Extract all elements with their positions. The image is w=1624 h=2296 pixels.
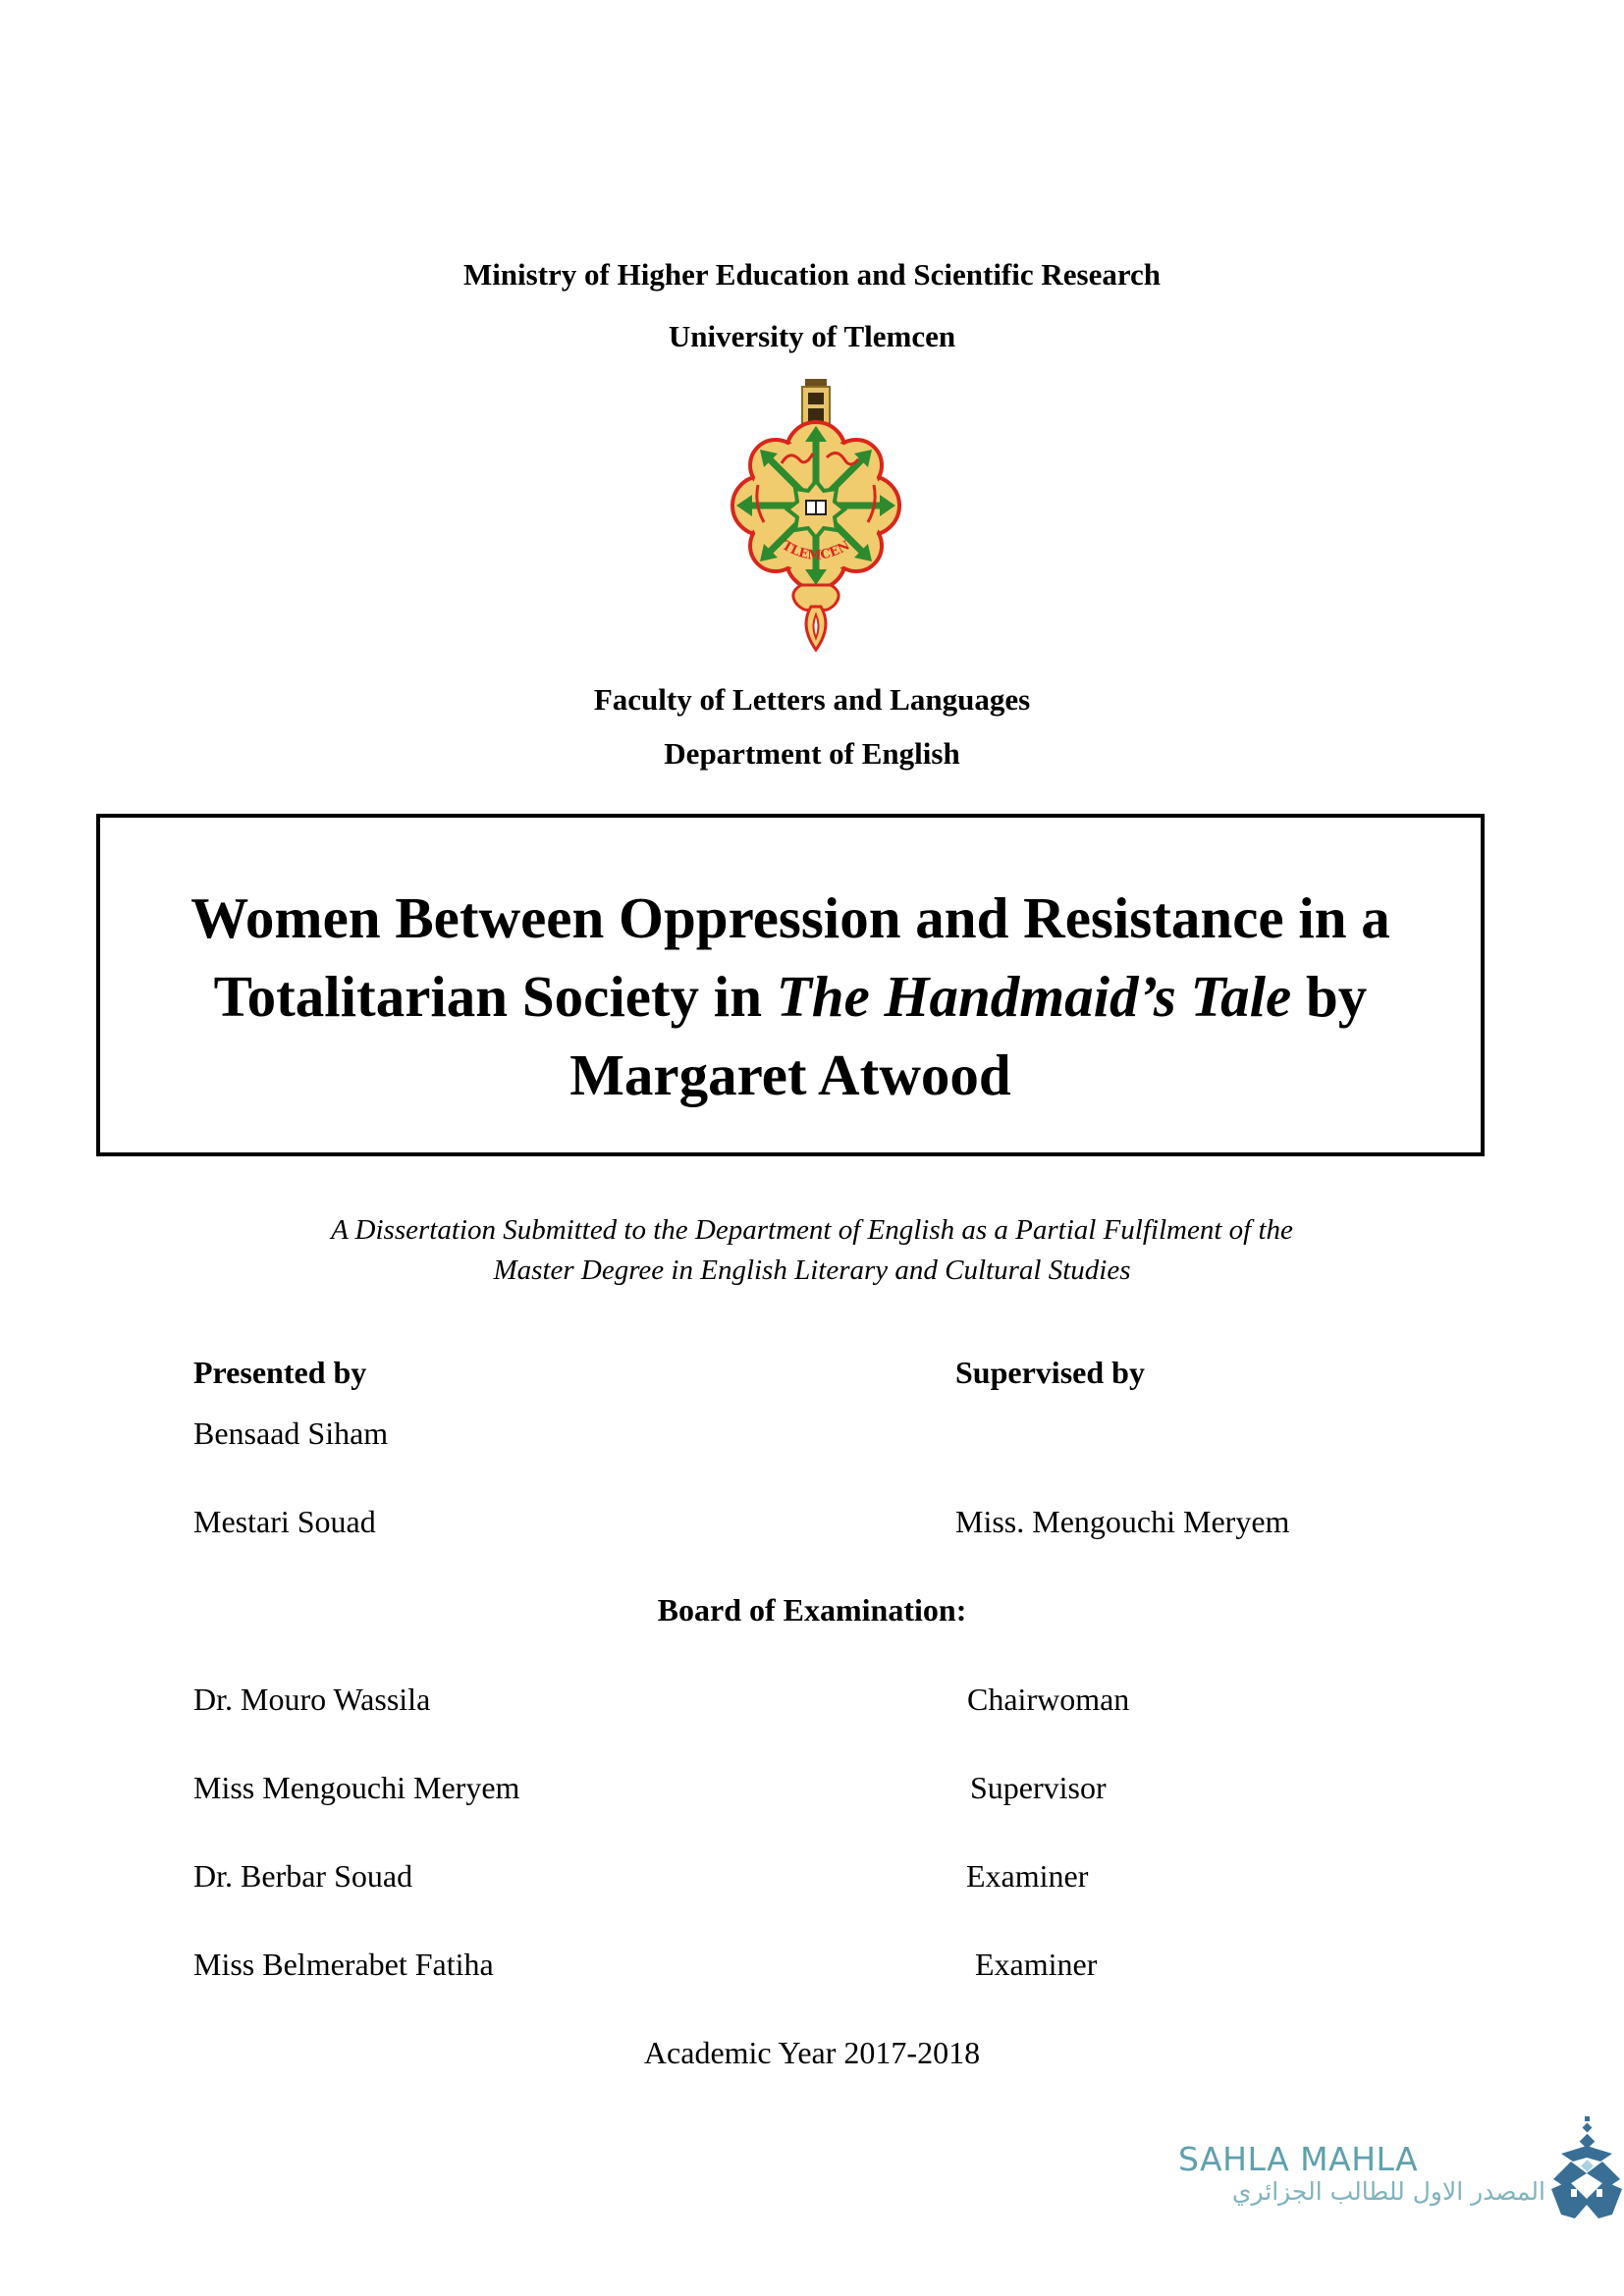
title-line-3: Margaret Atwood [569,1042,1011,1107]
student-name: Bensaad Siham [193,1415,389,1451]
student-name: Mestari Souad [193,1504,376,1539]
board-member-role: Supervisor [970,1770,1107,1805]
book-title: The Handmaid’s Tale [776,964,1292,1029]
watermark-brand-text: SAHLA MAHLA [1178,2140,1419,2178]
title-line-2-prefix: Totalitarian Society in [213,964,777,1029]
subtitle-line-2: Master Degree in English Literary and Cultural Studies [493,1255,1131,1286]
sahla-mahla-watermark [1176,2116,1624,2218]
faculty-heading: Faculty of Letters and Languages [593,682,1031,717]
department-heading: Department of English [664,736,960,771]
board-member-role: Examiner [966,1858,1089,1894]
presented-by-label: Presented by [193,1355,367,1390]
board-member-role: Examiner [975,1947,1098,1982]
board-member-role: Chairwoman [967,1682,1130,1717]
svg-text:TLEMCEN: TLEMCEN [779,538,853,563]
board-heading: Board of Examination: [657,1592,967,1628]
dissertation-title-box [96,814,1485,1156]
title-line-2 [100,957,1481,1036]
university-emblem-icon [725,375,907,656]
dissertation-title [100,879,1481,1114]
calligraphy-logo-icon [1549,2116,1624,2218]
academic-year: Academic Year 2017-2018 [643,2035,981,2070]
watermark-arabic-tagline: المصدر الاول للطالب الجزائري [1231,2177,1545,2206]
ministry-heading: Ministry of Higher Education and Scientific Research [462,257,1162,292]
title-line-1: Women Between Oppression and Resistance in a [190,885,1390,950]
supervised-by-label: Supervised by [955,1355,1145,1390]
title-line-2-suffix: by [1291,964,1368,1029]
board-member-name: Dr. Berbar Souad [193,1858,413,1894]
board-member-name: Dr. Mouro Wassila [193,1682,431,1717]
university-heading: University of Tlemcen [668,319,956,353]
university-logo [725,375,907,656]
supervisor-name: Miss. Mengouchi Meryem [955,1504,1290,1539]
board-member-name: Miss Belmerabet Fatiha [193,1947,494,1982]
board-member-name: Miss Mengouchi Meryem [193,1770,520,1805]
subtitle-line-1: A Dissertation Submitted to the Department of English as a Partial Fulfilment of the [331,1214,1293,1246]
